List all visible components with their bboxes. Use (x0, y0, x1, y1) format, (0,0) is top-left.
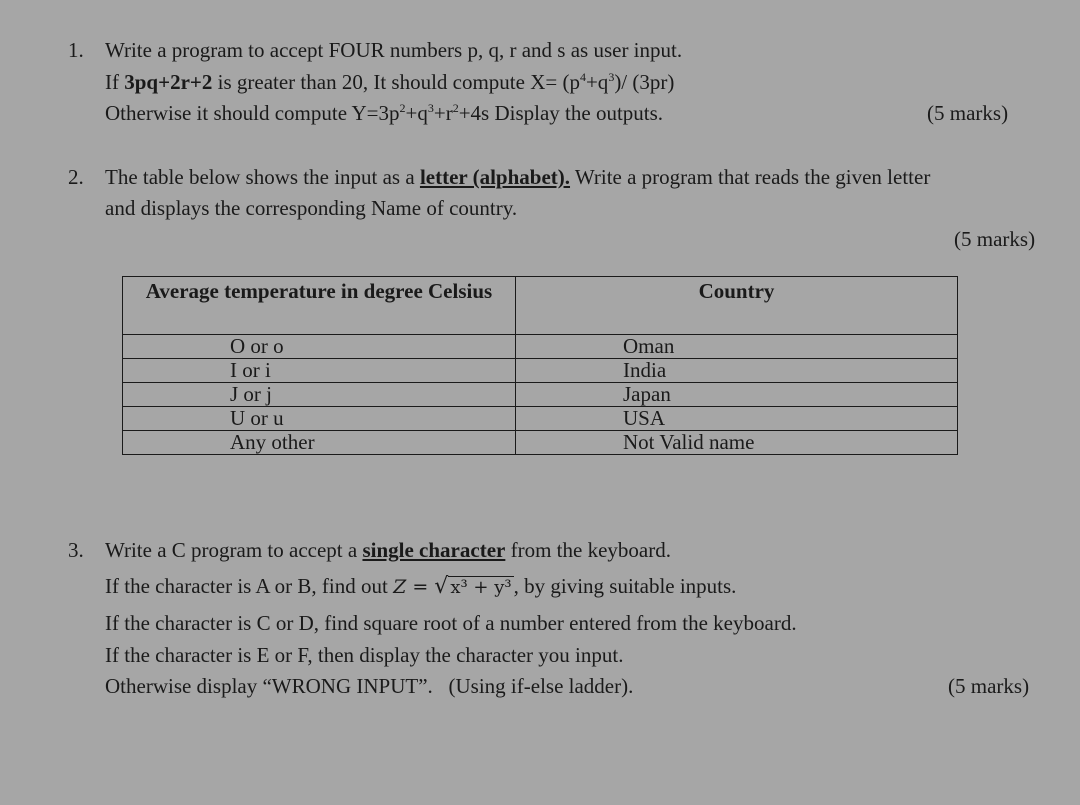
table-header-row (123, 277, 958, 335)
q1-line1: Write a program to accept FOUR numbers p, q, r and s as user input. (105, 38, 683, 62)
q2-line1: The table below shows the input as a letter (alphabet). Write a program that reads the given letter (105, 165, 931, 189)
table-row (123, 359, 958, 383)
q3-number: 3. (68, 538, 84, 562)
sqrt-symbol: √ (434, 574, 449, 599)
table-row (123, 431, 958, 455)
q1-marks: (5 marks) (927, 101, 1009, 125)
table-row (123, 383, 958, 407)
q1-line3: Otherwise it should compute $Y=3p^2+q^3+r^2+4s$ Display the outputs. (105, 101, 664, 125)
q1-number: 1. (68, 38, 84, 62)
table-cell-country: USA (516, 407, 958, 431)
table-row (123, 335, 958, 359)
q3-line5: Otherwise display “WRONG INPUT”. (Using if-else ladder). (105, 674, 634, 698)
table-cell-input: U or u (123, 407, 516, 431)
q3-line1: Write a C program to accept a single character from the keyboard. (105, 538, 671, 562)
table-cell-country: Oman (516, 335, 958, 359)
q3-line3: If the character is C or D, find square root of a number entered from the keyboard. (105, 611, 797, 635)
q2-number: 2. (68, 165, 84, 189)
q3-line4: If the character is E or F, then display the character you input. (105, 643, 624, 667)
table-row (123, 407, 958, 431)
table-cell-input: Any other (123, 431, 516, 455)
table-cell-input: O or o (123, 335, 516, 359)
q3-formula: Z = √ x³ + y³ (393, 574, 512, 599)
table-cell-country: Not Valid name (516, 431, 958, 455)
q2-marks: (5 marks) (954, 227, 1036, 251)
q3-line2: If the character is A or B, find out Z = √ x³ + y³, by giving suitable inputs. (105, 574, 737, 599)
q1-condition: 3pq+2r+2 (124, 70, 213, 94)
table-header-temperature: Average temperature in degree Celsius (123, 277, 516, 335)
q3-marks: (5 marks) (948, 674, 1030, 698)
table-cell-country: India (516, 359, 958, 383)
country-table (122, 276, 958, 455)
q3-emphasis: single character (362, 538, 506, 562)
q1-line2: If 3pq+2r+2 is greater than 20, It should compute $X= (p^4+q^3)/$ (3pr) (105, 70, 675, 94)
table-cell-input: I or i (123, 359, 516, 383)
q2-line2: and displays the corresponding Name of country. (105, 196, 518, 220)
table-cell-input: J or j (123, 383, 516, 407)
table-cell-country: Japan (516, 383, 958, 407)
q2-emphasis: letter (alphabet). (419, 165, 571, 189)
table-header-country: Country (516, 277, 958, 335)
